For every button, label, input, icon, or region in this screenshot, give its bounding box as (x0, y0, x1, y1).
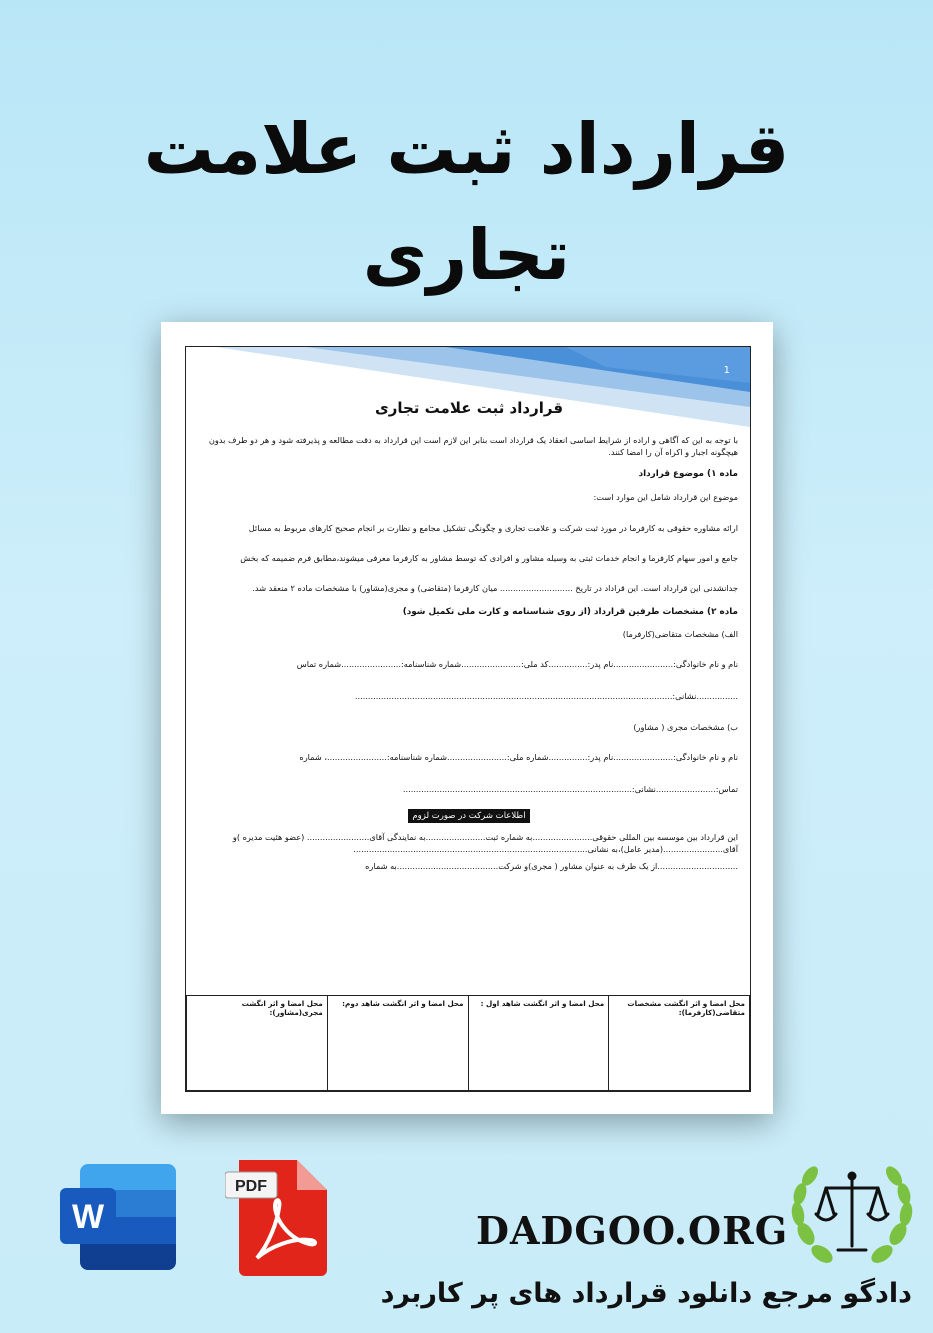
scales-of-justice-logo-icon (786, 1154, 918, 1272)
company-line3: ...............................از یک طرف به عنوان مشاور ( مجری)و شرکت.......................................به شماره (365, 860, 738, 871)
signature-table (186, 995, 750, 1091)
company-info-box (200, 809, 738, 823)
company-info-label: اطلاعات شرکت در صورت لزوم (408, 809, 529, 823)
article1-heading: ماده ۱) موضوع قرارداد (638, 469, 738, 480)
sig-witness1-cell: محل امضا و اثر انگشت شاهد اول : (468, 996, 609, 1091)
slogan: دادگو مرجع دانلود قرارداد های پر کاربرد (380, 1278, 912, 1309)
article1-line2: جامع و امور سهام کارفرما و انجام خدمات ثبتی به وسیله مشاور و افرادی که توسط مشاور به کارفرما معرفی میشوند،مطابق فرم ضمیمه که بخش (240, 552, 738, 563)
party-b-heading: ب) مشخصات مجری ( مشاور) (633, 721, 738, 732)
article1-lead: موضوع این قرارداد شامل این موارد است: (593, 492, 738, 503)
page-title-line1: قرارداد ثبت علامت (143, 108, 790, 190)
document-preview (161, 322, 773, 1114)
party-b-line2: تماس:.......................نشانی:........................................................................................ (402, 784, 738, 795)
sig-contractor-cell: محل امضا و اثر انگشت مجری(مشاور): (187, 996, 328, 1091)
intro-paragraph: با توجه به این که آگاهی و اراده از شرایط اساسی انعقاد یک قرارداد است بنابر این لازم است این قرارداد به دقت مطالعه و پذیرفته شود و هر دو طرف بدون هیچگونه اجبار و اکراه آن را امضا کنند. (208, 434, 738, 457)
sig-client-cell: محل امضا و اثر انگشت مشخصات متقاضی(کارفرما): (609, 996, 750, 1091)
company-line1: این قرارداد بین موسسه بین المللی حقوقی.......................به شماره ثبت.......................به نمایندگی آقای........................ (عضو هئیت مدیره )و (232, 832, 738, 843)
article1-line1: ارائه مشاوره حقوقی به کارفرما در مورد ثبت شرکت و علامت تجاری و چگونگی تشکیل مجامع و نظارت بر انجام صحیح کارهای مربوط به مسائل (248, 522, 738, 533)
pdf-icon[interactable] (225, 1158, 329, 1278)
brand-name[interactable]: DADGOO.ORG (476, 1208, 789, 1253)
party-a-line1: نام و نام خانوادگی:.......................نام پدر:...............کد ملی:.......................شماره شناسنامه:.......................شماره تماس (296, 658, 738, 669)
document-title: قرارداد ثبت علامت تجاری (374, 399, 564, 417)
word-letter: W (71, 1198, 105, 1236)
document-body (200, 397, 738, 872)
pdf-badge: PDF (235, 1178, 267, 1195)
party-a-line2: ................نشانی:.......................................................................................................................... (354, 691, 738, 702)
word-icon[interactable] (58, 1160, 178, 1274)
article1-line3: جدانشدنی این قرارداد است. این قراداد در تاریخ ............................ میان کارفرما (متقاضی) و مجری(مشاور) با مشخصات ماده ۲ منعقد شد. (252, 583, 738, 594)
page-title-line2: تجاری (362, 214, 571, 296)
party-a-heading: الف) مشخصات متقاضی(کارفرما) (622, 628, 738, 639)
article2-heading: ماده ۲) مشخصات طرفین قرارداد (از روی شناسنامه و کارت ملی تکمیل شود) (402, 607, 738, 618)
sig-witness2-cell: محل امضا و اثر انگشت شاهد دوم: (327, 996, 468, 1091)
company-line2: آقای.......................(مدیر عامل)،به نشانی.......................................................................................... (353, 844, 738, 855)
document-frame (185, 346, 751, 1092)
page-number: 1 (723, 365, 730, 376)
party-b-line1: نام و نام خانوادگی:.......................نام پدر:...............شماره ملی:.......................شماره شناسنامه:.......................، شماره (299, 751, 738, 762)
